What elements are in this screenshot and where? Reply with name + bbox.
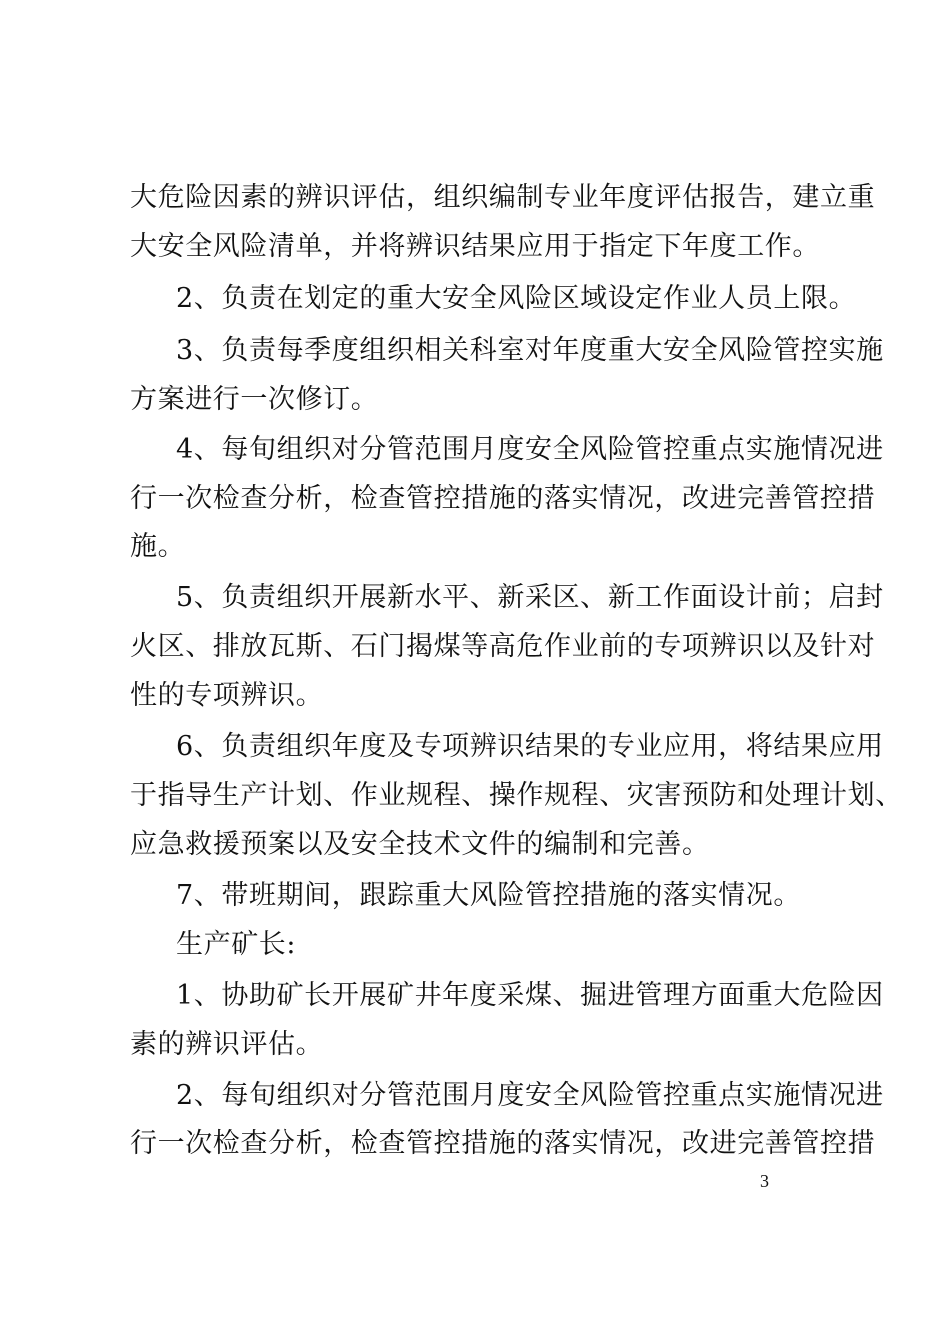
text-line: 行一次检查分析，检查管控措施的落实情况，改进完善管控措 — [130, 483, 876, 514]
text-line: 大危险因素的辨识评估，组织编制专业年度评估报告，建立重 — [130, 182, 876, 213]
text-line: 1、协助矿长开展矿井年度采煤、掘进管理方面重大危险因 — [176, 980, 884, 1011]
text-line: 施。 — [130, 531, 186, 562]
text-line: 5、负责组织开展新水平、新采区、新工作面设计前；启封 — [176, 582, 884, 613]
text-line: 4、每旬组织对分管范围月度安全风险管控重点实施情况进 — [176, 434, 884, 465]
text-line: 于指导生产计划、作业规程、操作规程、灾害预防和处理计划、 — [130, 780, 903, 811]
text-line: 方案进行一次修订。 — [130, 384, 379, 415]
text-line: 2、每旬组织对分管范围月度安全风险管控重点实施情况进 — [176, 1080, 884, 1111]
text-line: 6、负责组织年度及专项辨识结果的专业应用，将结果应用 — [176, 731, 884, 762]
text-line: 火区、排放瓦斯、石门揭煤等高危作业前的专项辨识以及针对 — [130, 631, 876, 662]
section-heading: 生产矿长: — [176, 929, 297, 960]
page-number: 3 — [760, 1171, 769, 1191]
text-line: 行一次检查分析，检查管控措施的落实情况，改进完善管控措 — [130, 1128, 876, 1159]
text-line: 素的辨识评估。 — [130, 1029, 324, 1060]
text-line: 7、带班期间，跟踪重大风险管控措施的落实情况。 — [176, 880, 801, 911]
text-line: 应急救援预案以及安全技术文件的编制和完善。 — [130, 829, 710, 860]
text-line: 大安全风险清单，并将辨识结果应用于指定下年度工作。 — [130, 231, 820, 262]
text-line: 2、负责在划定的重大安全风险区域设定作业人员上限。 — [176, 283, 857, 314]
text-line: 性的专项辨识。 — [130, 680, 324, 711]
text-line: 3、负责每季度组织相关科室对年度重大安全风险管控实施 — [176, 335, 884, 366]
